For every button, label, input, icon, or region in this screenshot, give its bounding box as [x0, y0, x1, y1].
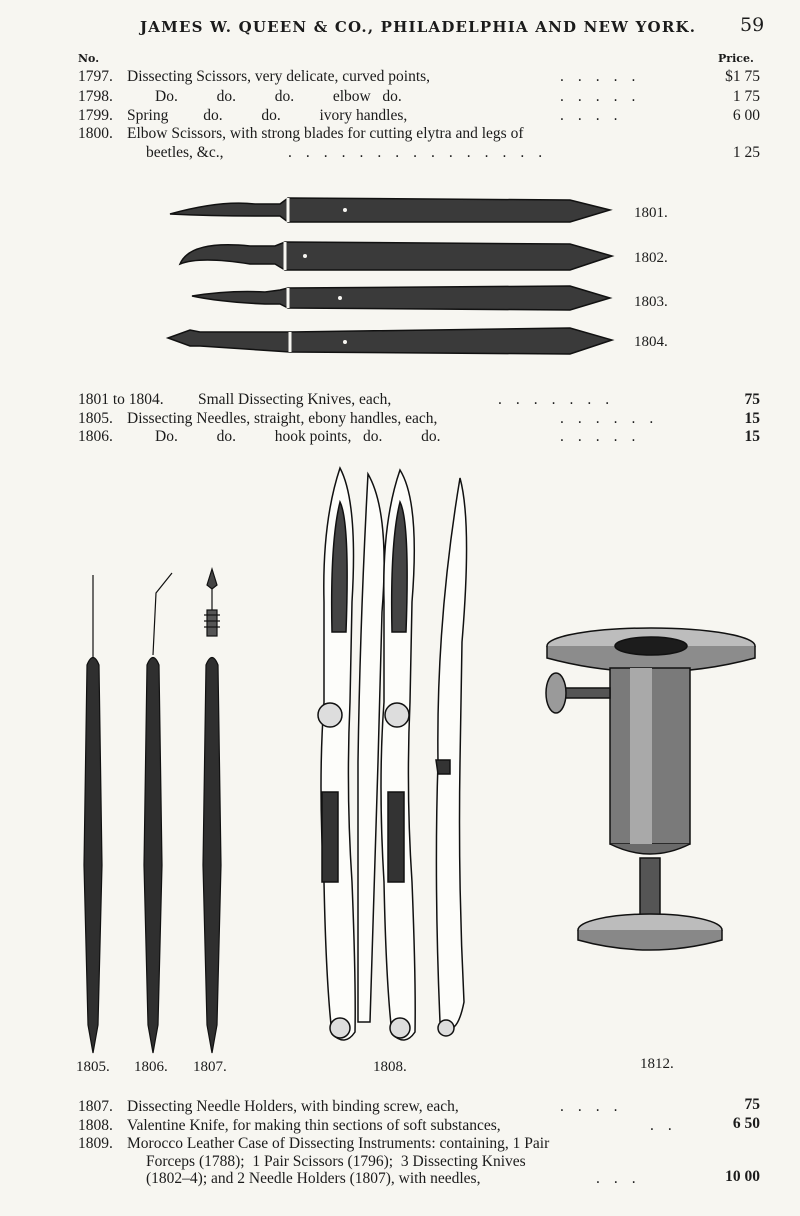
column-header-price: Price. [718, 52, 754, 65]
item-price: 1 25 [732, 144, 760, 161]
item-text-continued: beetles, &c., [146, 144, 224, 161]
item-price: 75 [744, 391, 760, 408]
item-no: 1808. [78, 1117, 113, 1134]
item-no: 1798. [78, 88, 113, 105]
dissecting-needles-illustration [70, 565, 240, 1060]
microtome-illustration [540, 620, 765, 965]
item-no: 1807. [78, 1098, 113, 1115]
item-price: 1 75 [732, 88, 760, 105]
dissecting-knives-illustration [160, 190, 630, 360]
figure-label-1803: 1803. [634, 294, 668, 310]
leader-dots: ............... [288, 144, 557, 161]
leader-dots: ....... [498, 391, 624, 408]
leader-dots: ..... [560, 428, 650, 445]
figure-label-1801: 1801. [634, 205, 668, 221]
page-header: JAMES W. QUEEN & CO., PHILADELPHIA AND NEW YORK. [140, 18, 697, 36]
item-text: Do. do. do. elbow do. [155, 88, 402, 105]
item-no: 1801 to 1804. [78, 391, 164, 408]
page-number: 59 [740, 14, 765, 36]
item-no: 1809. [78, 1135, 113, 1152]
item-text-continued: Forceps (1788); 1 Pair Scissors (1796); 3 Dissecting Knives [146, 1153, 526, 1170]
leader-dots: .... [560, 1098, 632, 1115]
item-price: 15 [744, 428, 760, 445]
item-text: Small Dissecting Knives, each, [198, 391, 392, 408]
leader-dots: .. [650, 1117, 686, 1134]
leader-dots: ..... [560, 88, 650, 105]
item-no: 1799. [78, 107, 113, 124]
item-no: 1806. [78, 428, 113, 445]
item-text: Dissecting Needle Holders, with binding screw, each, [127, 1098, 459, 1115]
item-text: Elbow Scissors, with strong blades for cutting elytra and legs of [127, 125, 524, 142]
item-text: Do. do. hook points, do. do. [155, 428, 441, 445]
leader-dots: ..... [560, 68, 650, 85]
item-price: 10 00 [725, 1168, 760, 1185]
item-text: Dissecting Needles, straight, ebony handles, each, [127, 410, 438, 427]
item-price: $1 75 [725, 68, 760, 85]
item-no: 1797. [78, 68, 113, 85]
item-text: Dissecting Scissors, very delicate, curved points, [127, 68, 431, 85]
figure-label-1804: 1804. [634, 334, 668, 350]
item-no: 1805. [78, 410, 113, 427]
item-price: 6 00 [732, 107, 760, 124]
figure-label-1805: 1805. [76, 1059, 110, 1075]
leader-dots: .... [560, 107, 632, 124]
item-no: 1800. [78, 125, 113, 142]
leader-dots: ... [596, 1170, 650, 1187]
item-text: Spring do. do. ivory handles, [127, 107, 408, 124]
figure-label-1806: 1806. [134, 1059, 168, 1075]
figure-label-1812: 1812. [640, 1056, 674, 1072]
valentine-knife-illustration [300, 462, 490, 1057]
item-price: 75 [744, 1096, 760, 1113]
figure-label-1808: 1808. [373, 1059, 407, 1075]
column-header-no: No. [78, 52, 100, 65]
item-text-continued: (1802–4); and 2 Needle Holders (1807), with needles, [146, 1170, 481, 1187]
item-price: 15 [744, 410, 760, 427]
item-text: Morocco Leather Case of Dissecting Instruments: containing, 1 Pair [127, 1135, 550, 1152]
figure-label-1802: 1802. [634, 250, 668, 266]
item-price: 6 50 [732, 1115, 760, 1132]
leader-dots: ...... [560, 410, 668, 427]
figure-label-1807: 1807. [193, 1059, 227, 1075]
item-text: Valentine Knife, for making thin sections of soft substances, [127, 1117, 501, 1134]
